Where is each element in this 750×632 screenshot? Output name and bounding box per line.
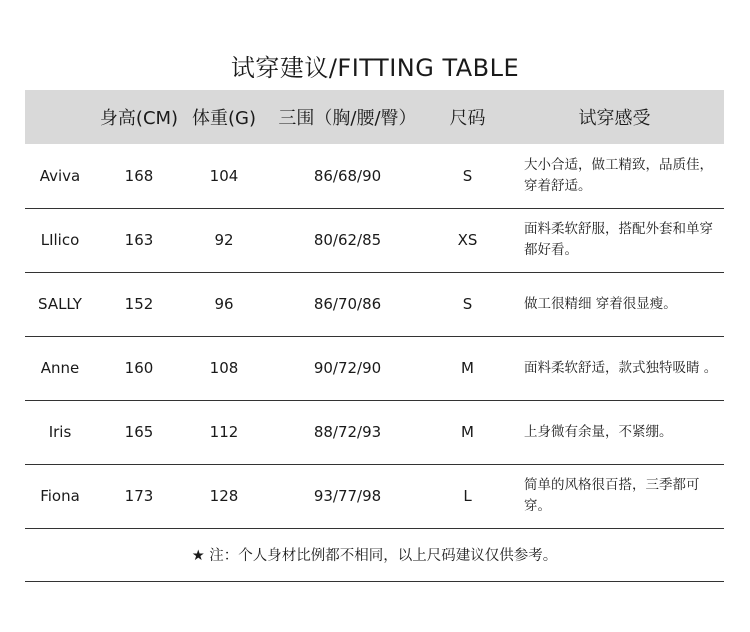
note-row — [25, 528, 724, 581]
header-height: 身高(CM) — [99, 108, 179, 129]
cell-measurements: 88/72/93 — [265, 400, 430, 464]
cell-height: 152 — [95, 272, 183, 336]
cell-measurements: 86/70/86 — [265, 272, 430, 336]
cell-height: 173 — [95, 464, 183, 528]
cell-name: LIlico — [25, 208, 95, 272]
header-weight: 体重(G) — [192, 108, 256, 129]
cell-size: S — [430, 272, 505, 336]
cell-size: M — [430, 336, 505, 400]
cell-weight: 104 — [183, 144, 265, 208]
cell-feel: 面料柔软舒服，搭配外套和单穿都好看。 — [505, 208, 724, 272]
cell-feel: 做工很精细 穿着很显瘦。 — [505, 272, 724, 336]
page-title: 试穿建议/FITTING TABLE — [230, 54, 520, 82]
cell-name: Aviva — [25, 144, 95, 208]
cell-weight: 96 — [183, 272, 265, 336]
table-row — [25, 208, 724, 272]
header-measurements: 三围（胸/腰/臀） — [278, 108, 417, 129]
cell-height: 163 — [95, 208, 183, 272]
cell-weight: 108 — [183, 336, 265, 400]
table-row — [25, 464, 724, 528]
cell-weight: 128 — [183, 464, 265, 528]
cell-measurements: 93/77/98 — [265, 464, 430, 528]
header-feel: 试穿感受 — [578, 108, 651, 129]
cell-size: M — [430, 400, 505, 464]
cell-name: Anne — [25, 336, 95, 400]
cell-feel: 上身微有余量，不紧绷。 — [505, 400, 724, 464]
cell-feel: 大小合适，做工精致，品质佳，穿着舒适。 — [505, 144, 724, 208]
cell-name: Iris — [25, 400, 95, 464]
cell-height: 160 — [95, 336, 183, 400]
cell-name: Fiona — [25, 464, 95, 528]
cell-height: 165 — [95, 400, 183, 464]
cell-size: XS — [430, 208, 505, 272]
table-row — [25, 144, 724, 208]
cell-height: 168 — [95, 144, 183, 208]
cell-measurements: 80/62/85 — [265, 208, 430, 272]
cell-weight: 92 — [183, 208, 265, 272]
size-note: ★ 注：个人身材比例都不相同，以上尺码建议仅供参考。 — [25, 528, 724, 581]
cell-weight: 112 — [183, 400, 265, 464]
cell-measurements: 86/68/90 — [265, 144, 430, 208]
cell-feel: 面料柔软舒适，款式独特吸睛 。 — [505, 336, 724, 400]
cell-size: L — [430, 464, 505, 528]
header-size: 尺码 — [449, 108, 486, 129]
table-row — [25, 400, 724, 464]
header-name — [25, 90, 95, 144]
cell-name: SALLY — [25, 272, 95, 336]
table-row — [25, 336, 724, 400]
fitting-table — [25, 90, 724, 582]
cell-measurements: 90/72/90 — [265, 336, 430, 400]
table-header-row — [25, 90, 724, 144]
cell-feel: 简单的风格很百搭，三季都可穿。 — [505, 464, 724, 528]
table-row — [25, 272, 724, 336]
cell-size: S — [430, 144, 505, 208]
